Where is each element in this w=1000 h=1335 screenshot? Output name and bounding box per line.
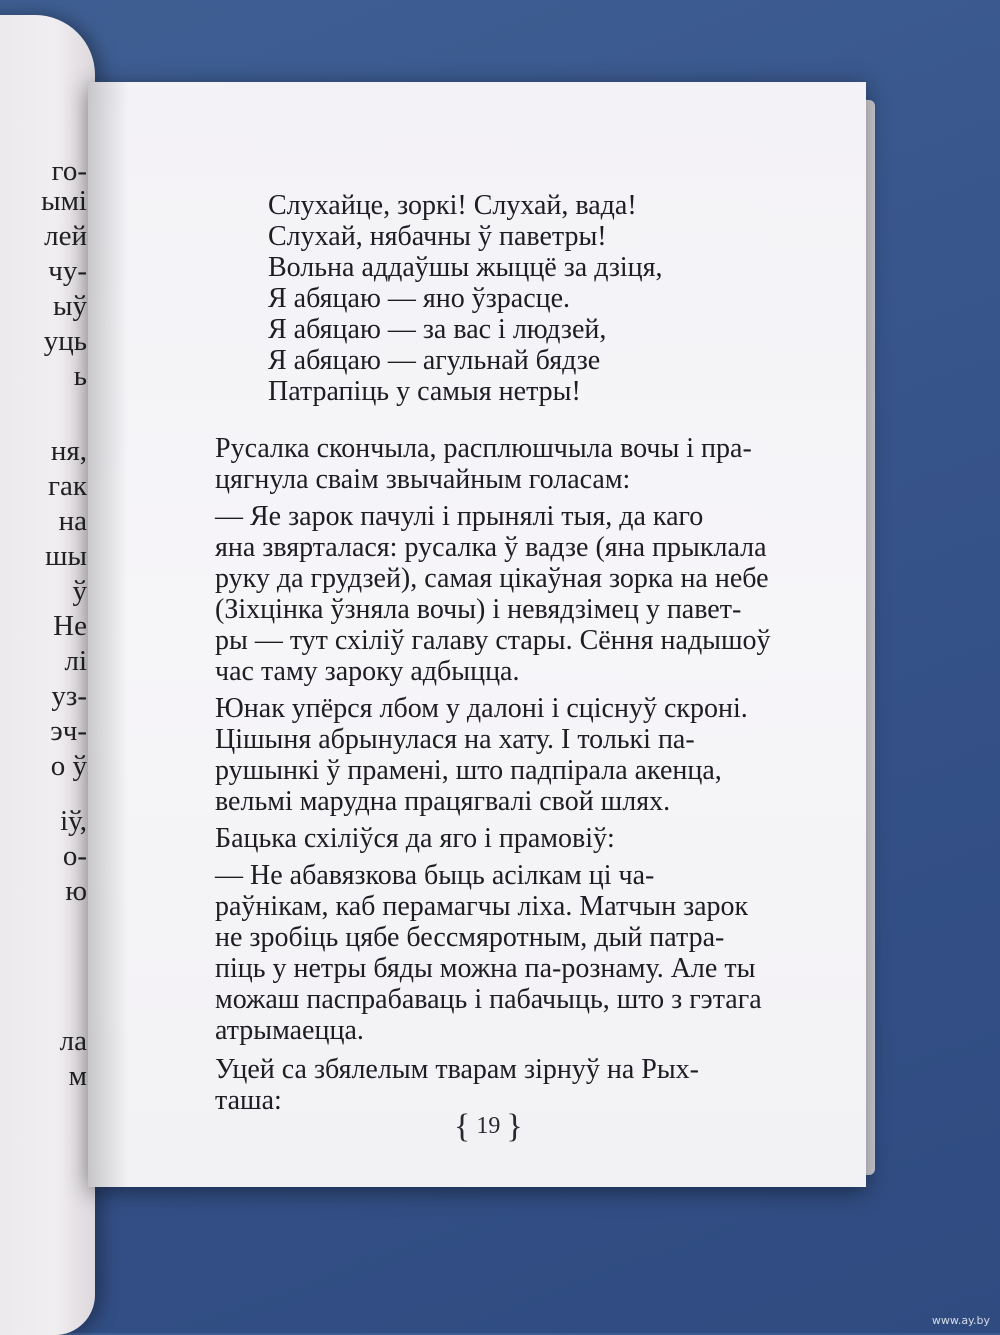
left-page-fragment: ь	[73, 360, 87, 392]
watermark: www.ay.by	[931, 1314, 990, 1327]
paragraph-line: яна звярталася: русалка ў вадзе (яна прыклала	[215, 532, 767, 563]
paragraph-line: ры — тут схіліў галаву стары. Сёння надышоў	[215, 625, 771, 656]
paragraph-line: вельмі марудна працягвалі свой шлях.	[215, 786, 671, 817]
paragraph-line: піць у нетры бяды можна па-рознаму. Але ты	[215, 953, 756, 984]
left-page	[0, 15, 95, 1335]
left-page-fragment: ыў	[53, 290, 87, 322]
paragraph-line: Цішыня абрынулася на хату. І толькі па-	[215, 724, 695, 755]
left-page-fragment: м	[68, 1060, 87, 1092]
verse-line: Патрапіць у самыя нетры!	[268, 376, 581, 407]
paragraph-line: цягнула сваім звычайным голасам:	[215, 464, 631, 495]
paragraph	[215, 693, 785, 817]
page-text	[215, 190, 785, 1116]
paragraph	[215, 433, 785, 495]
paragraph	[215, 1054, 785, 1116]
left-page-fragment: о ў	[50, 750, 87, 782]
page-number-value: 19	[476, 1113, 501, 1139]
left-page-fragment: лей	[44, 220, 87, 252]
left-page-fragment: уць	[43, 325, 87, 357]
paragraph-line: руку да грудзей), самая цікаўная зорка на небе	[215, 563, 769, 594]
left-page-fragment: о-	[62, 840, 87, 872]
paragraph-line: таша:	[215, 1085, 282, 1116]
paragraph-line: час таму зароку адбыцца.	[215, 656, 520, 687]
paragraph	[215, 860, 785, 1046]
paragraph-line: рушынкі ў прамені, што падпірала акенца,	[215, 755, 722, 786]
left-page-fragment: ымі	[41, 185, 87, 217]
left-page-fragment: уз-	[51, 680, 87, 712]
left-page-fragment: гак	[48, 470, 87, 502]
verse-line: Я абяцаю — агульнай бядзе	[268, 345, 601, 376]
paragraph-line: — Яе зарок пачулі і прынялі тыя, да каго	[215, 501, 704, 532]
paragraph-line: не зробіць цябе бессмяротным, дый патра-	[215, 922, 725, 953]
left-page-fragment: шы	[45, 540, 87, 572]
verse-line: Слухай, нябачны ў паветры!	[268, 221, 607, 252]
left-page-fragment: лі	[64, 645, 87, 677]
paragraph-line: Бацька схіліўся да яго і прамовіў:	[215, 823, 615, 854]
left-page-fragment: эч-	[50, 715, 87, 747]
paragraph-line: можаш паспрабаваць і пабачыць, што з гэтага	[215, 984, 762, 1015]
paragraph-line: раўнікам, каб перамагчы ліха. Матчын зарок	[215, 891, 749, 922]
paragraph	[215, 501, 785, 687]
left-page-fragment: ня,	[50, 435, 87, 467]
left-page-fragment: на	[58, 505, 87, 537]
left-page-fragment: ю	[65, 875, 87, 907]
left-page-fragment: ў	[72, 575, 87, 607]
left-page-fragment: го-	[51, 155, 87, 187]
paragraph-line: — Не абавязкова быць асілкам ці ча-	[215, 860, 655, 891]
binding-shadow	[88, 82, 128, 1187]
left-page-fragment: іў,	[60, 805, 87, 837]
verse-line: Слухайце, зоркі! Слухай, вада!	[268, 190, 637, 221]
verse-line: Я абяцаю — за вас і людзей,	[268, 314, 607, 345]
paragraph-line: Русалка скончыла, расплюшчыла вочы і пра-	[215, 433, 752, 464]
left-brace-icon: {	[454, 1108, 471, 1145]
verse-line: Вольна аддаўшы жыццё за дзіця,	[268, 252, 663, 283]
verse	[268, 190, 785, 407]
right-brace-icon: }	[506, 1108, 523, 1145]
verse-line: Я абяцаю — яно ўзрасце.	[268, 283, 571, 314]
paragraph-line: атрымаецца.	[215, 1015, 364, 1046]
page-number	[454, 1108, 523, 1146]
left-page-fragment: ла	[59, 1025, 87, 1057]
paragraph	[215, 823, 785, 854]
paragraph-line: Уцей са збялелым тварам зірнуў на Рых-	[215, 1054, 699, 1085]
paragraph-line: Юнак упёрся лбом у далоні і сціснуў скроні.	[215, 693, 748, 724]
left-page-fragment: чу-	[48, 255, 87, 287]
paragraphs	[215, 433, 785, 1116]
left-page-fragment: Нe	[53, 610, 87, 642]
paragraph-line: (Зіхцінка ўзняла вочы) і невядзімец у павет-	[215, 594, 742, 625]
